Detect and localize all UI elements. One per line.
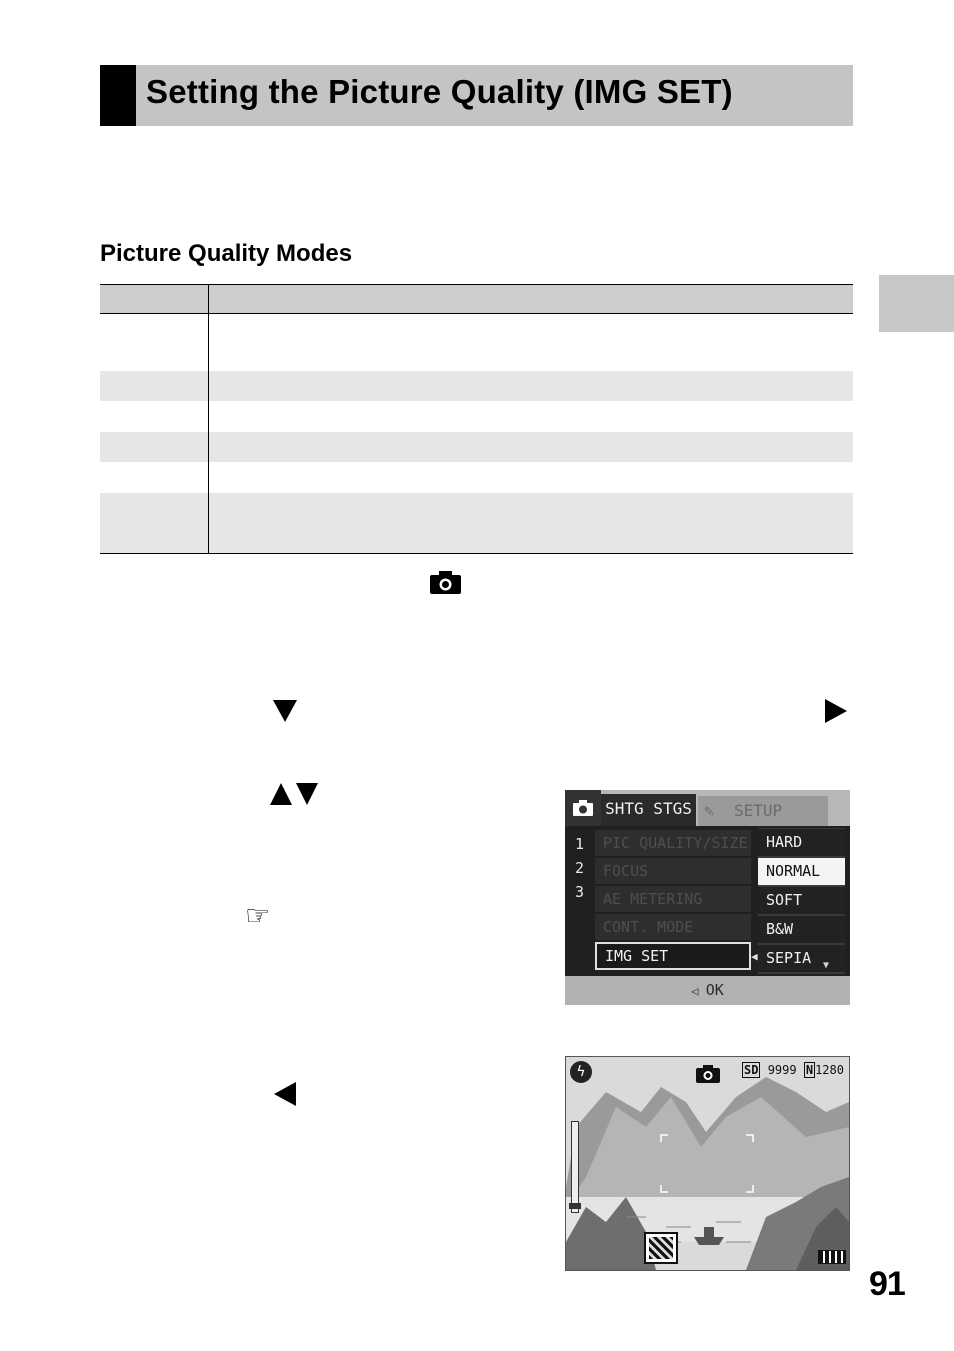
menu-item-pic-quality[interactable]: PIC QUALITY/SIZE: [595, 830, 751, 856]
option-sepia[interactable]: SEPIA: [758, 945, 845, 972]
menu-page-3[interactable]: 3: [575, 883, 585, 901]
menu-item-ae-metering[interactable]: AE METERING: [595, 886, 751, 912]
table-row: [100, 401, 853, 432]
scroll-down-icon[interactable]: ▼: [823, 960, 830, 971]
title-marker: [100, 65, 136, 126]
menu-page-1[interactable]: 1: [575, 835, 585, 853]
menu-page-numbers: [575, 832, 589, 904]
table-column-divider: [208, 284, 209, 554]
table-row: [100, 314, 853, 371]
table-header-row: [100, 284, 853, 314]
left-arrow-icon: [274, 1082, 296, 1111]
img-set-options: [758, 828, 845, 974]
table-row: [100, 371, 853, 401]
chapter-tab: [879, 275, 954, 332]
zoom-bar: [571, 1121, 579, 1213]
tab-shooting-settings[interactable]: SHTG STGS: [601, 794, 696, 826]
camera-icon: [696, 1065, 720, 1087]
camera-icon: [565, 790, 601, 826]
page-number: 91: [869, 1265, 905, 1303]
menu-page-2[interactable]: 2: [575, 859, 585, 877]
shooting-screen: [565, 1056, 850, 1271]
table-bottom-rule: [100, 553, 853, 554]
section-heading: Picture Quality Modes: [100, 240, 353, 267]
title-bar: [100, 65, 853, 126]
tab-setup[interactable]: [698, 796, 828, 826]
sd-card-icon: SD: [744, 1063, 759, 1077]
menu-item-focus[interactable]: FOCUS: [595, 858, 751, 884]
quality-badge: N: [805, 1063, 814, 1077]
left-arrow-icon: ◁: [691, 984, 706, 998]
table-row: [100, 432, 853, 462]
option-normal[interactable]: NORMAL: [758, 858, 845, 885]
tab-setup-label: SETUP: [734, 801, 783, 820]
img-set-indicator-icon: [644, 1232, 678, 1264]
menu-camera-tab[interactable]: [565, 790, 601, 826]
quality-modes-table: [100, 284, 853, 554]
option-soft[interactable]: SOFT: [758, 887, 845, 914]
right-arrow-icon: [825, 699, 847, 728]
menu-item-img-set[interactable]: IMG SET: [595, 942, 751, 970]
shooting-status: [742, 1062, 844, 1078]
camera-icon: [430, 571, 461, 594]
flash-icon: ϟ: [570, 1061, 592, 1083]
up-down-arrow-icon: [270, 783, 320, 810]
menu-screen: [565, 790, 850, 1005]
submenu-arrow-icon: ◀: [751, 950, 758, 963]
option-hard[interactable]: HARD: [758, 829, 845, 856]
table-row: [100, 493, 853, 553]
down-arrow-icon: [273, 700, 297, 727]
table-row: [100, 462, 853, 493]
zoom-indicator: [569, 1203, 581, 1209]
menu-item-cont-mode[interactable]: CONT. MODE: [595, 914, 751, 940]
menu-items: [595, 828, 751, 970]
pointing-hand-icon: ☞: [245, 899, 271, 932]
landscape-preview: [566, 1057, 849, 1270]
image-size: 1280: [815, 1063, 844, 1077]
ok-label: OK: [705, 981, 724, 999]
option-bw[interactable]: B&W: [758, 916, 845, 943]
menu-footer: [565, 976, 850, 1005]
battery-icon: [818, 1250, 846, 1264]
page-title: Setting the Picture Quality (IMG SET): [146, 73, 733, 110]
remaining-shots: 9999: [767, 1063, 797, 1077]
wrench-icon: ✎: [704, 801, 714, 820]
